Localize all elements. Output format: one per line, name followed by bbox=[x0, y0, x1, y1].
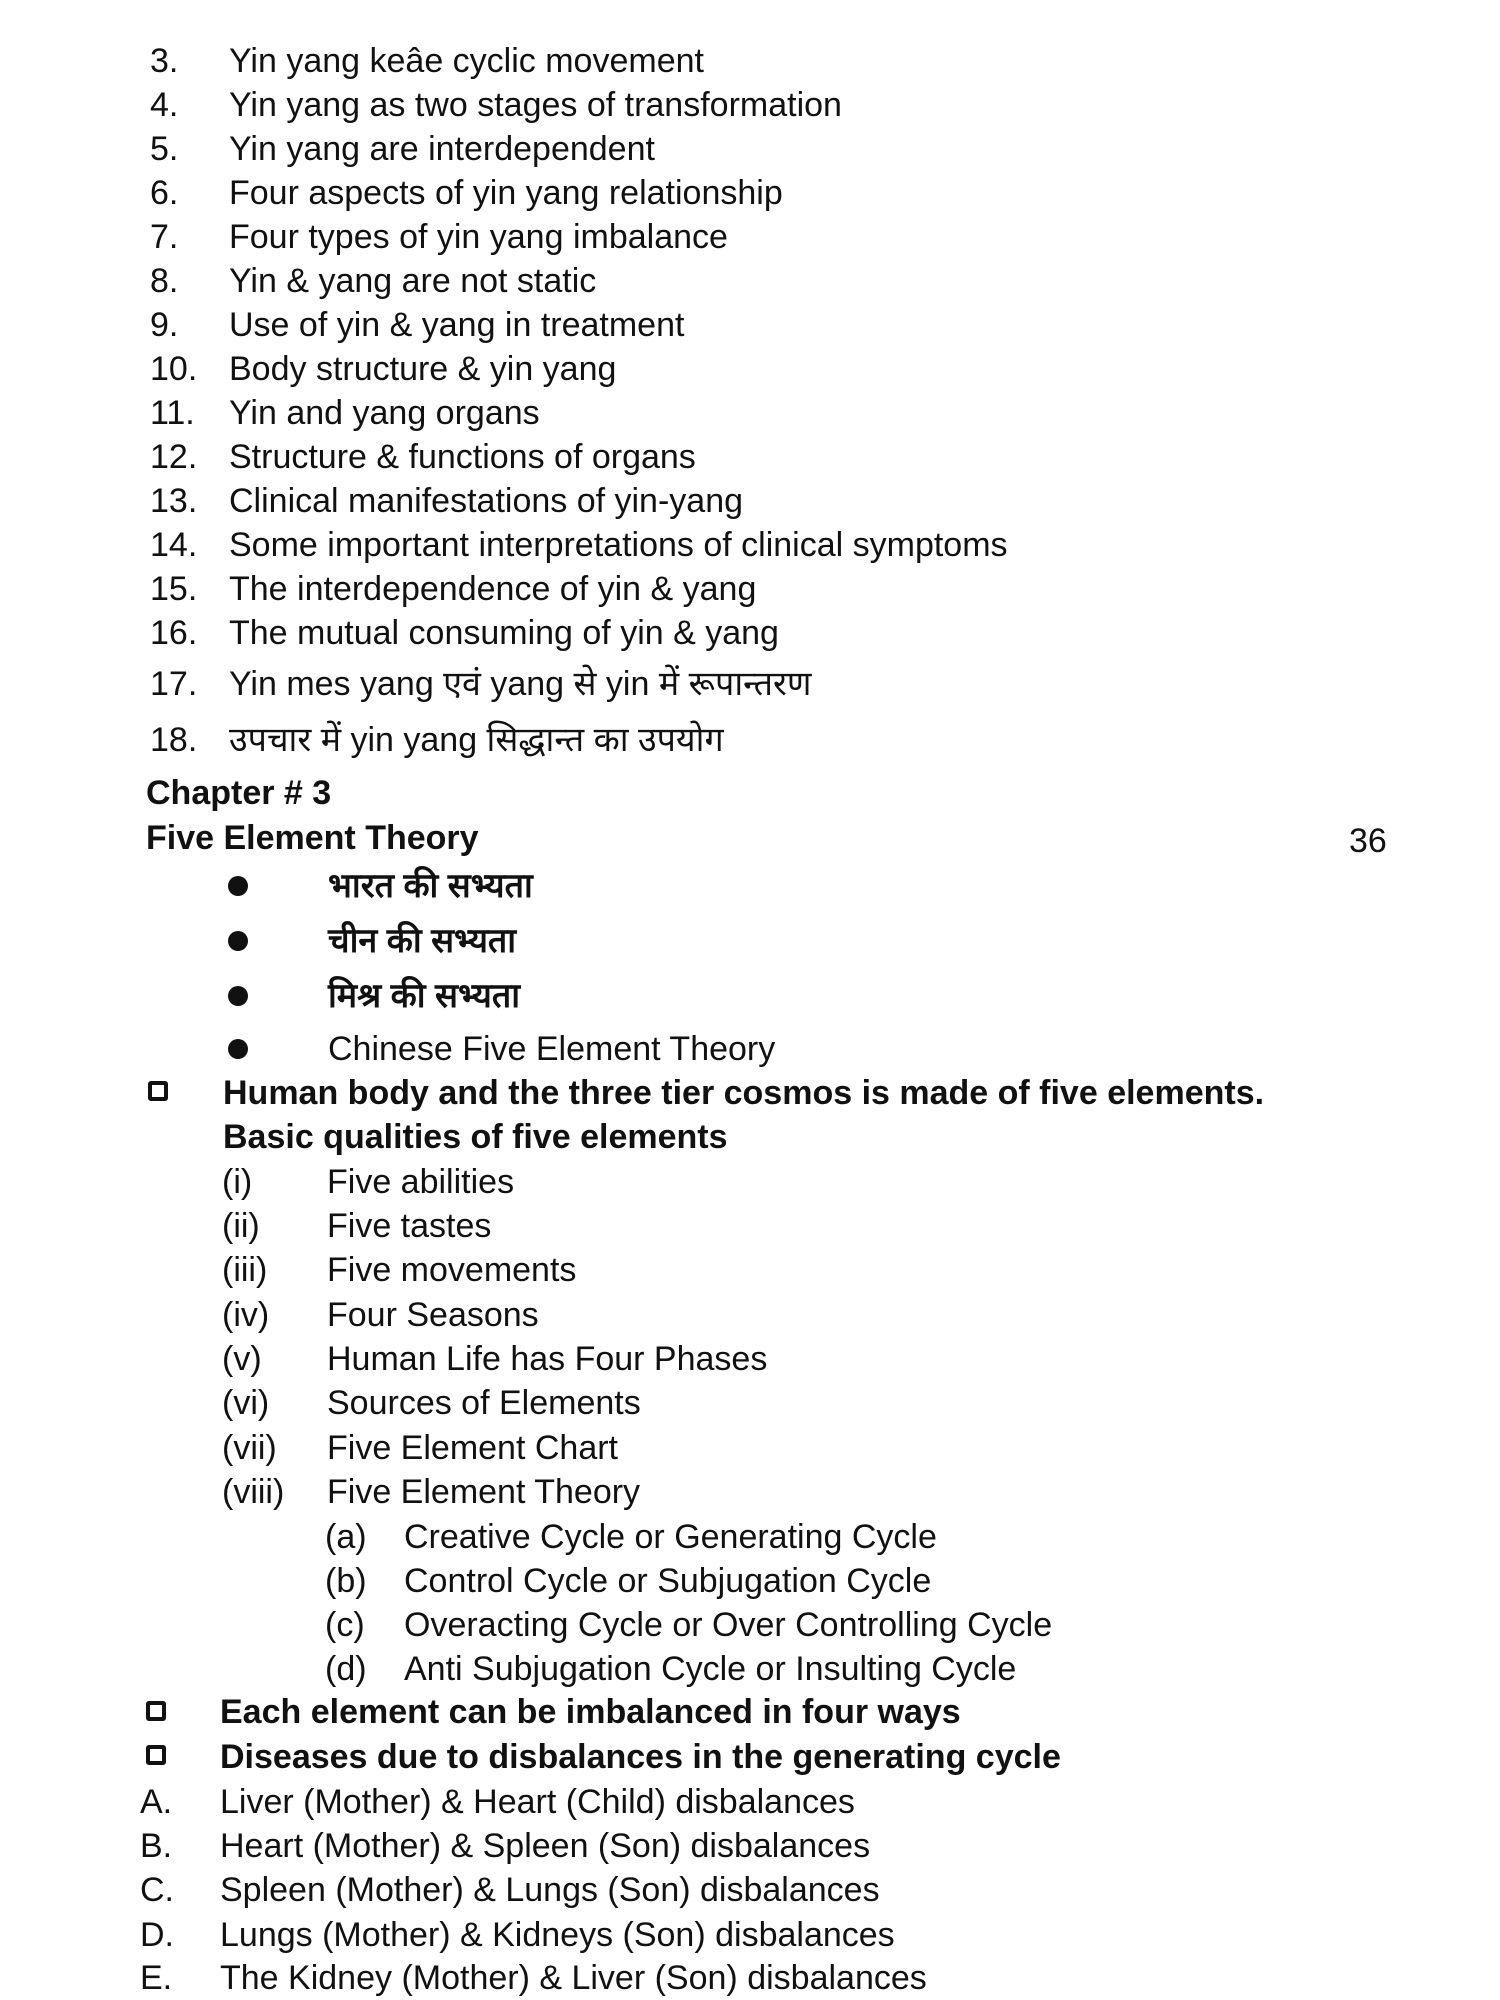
bullet-item: Chinese Five Element Theory bbox=[328, 1030, 776, 1068]
list-item: Yin and yang organs bbox=[229, 394, 540, 432]
list-item: Some important interpretations of clinical symptoms bbox=[229, 526, 1008, 564]
roman-number: (i) bbox=[222, 1163, 253, 1201]
list-item: Yin mes yang एवं yang से yin में रूपान्तरण bbox=[229, 665, 812, 703]
list-number: 18. bbox=[150, 721, 198, 759]
list-item: The mutual consuming of yin & yang bbox=[229, 614, 779, 652]
list-number: 7. bbox=[150, 218, 179, 256]
list-item: Yin yang as two stages of transformation bbox=[229, 86, 842, 124]
bullet-icon bbox=[228, 1039, 248, 1059]
list-number: 16. bbox=[150, 614, 198, 652]
roman-number: (iii) bbox=[222, 1251, 268, 1289]
list-item: Human Life has Four Phases bbox=[327, 1340, 768, 1378]
list-number: 12. bbox=[150, 438, 198, 476]
list-item: Yin & yang are not static bbox=[229, 262, 597, 300]
letter-number: A. bbox=[140, 1783, 173, 1821]
section-heading: Human body and the three tier cosmos is made of five elements. bbox=[223, 1074, 1265, 1112]
letter-number: B. bbox=[140, 1827, 173, 1865]
letter-number: C. bbox=[140, 1871, 174, 1909]
list-item: Clinical manifestations of yin-yang bbox=[229, 482, 744, 520]
roman-number: (vii) bbox=[222, 1429, 277, 1467]
list-number: 8. bbox=[150, 262, 179, 300]
letter-number: (c) bbox=[325, 1606, 365, 1644]
list-item: Overacting Cycle or Over Controlling Cycle bbox=[404, 1606, 1053, 1644]
list-number: 5. bbox=[150, 130, 179, 168]
checkbox-square-icon bbox=[146, 1701, 166, 1721]
letter-number: (a) bbox=[325, 1518, 367, 1556]
list-item: Five abilities bbox=[327, 1163, 515, 1201]
bullet-item: मिश्र की सभ्यता bbox=[328, 977, 521, 1015]
list-item: The Kidney (Mother) & Liver (Son) disbalances bbox=[220, 1959, 927, 1997]
list-number: 14. bbox=[150, 526, 198, 564]
list-number: 10. bbox=[150, 350, 198, 388]
letter-number: E. bbox=[140, 1959, 173, 1997]
chapter-title: Five Element Theory bbox=[146, 819, 479, 857]
list-item: Lungs (Mother) & Kidneys (Son) disbalances bbox=[220, 1916, 895, 1954]
list-item: Sources of Elements bbox=[327, 1384, 641, 1422]
letter-number: (d) bbox=[325, 1650, 367, 1688]
chapter-label: Chapter # 3 bbox=[146, 774, 332, 812]
list-item: Four Seasons bbox=[327, 1296, 539, 1334]
list-number: 9. bbox=[150, 306, 179, 344]
letter-number: (b) bbox=[325, 1562, 367, 1600]
list-item: Yin yang keâe cyclic movement bbox=[229, 42, 704, 80]
list-item: Five Element Theory bbox=[327, 1473, 641, 1511]
list-number: 17. bbox=[150, 665, 198, 703]
list-item: Four aspects of yin yang relationship bbox=[229, 174, 783, 212]
checkbox-square-icon bbox=[148, 1081, 168, 1101]
list-item: Control Cycle or Subjugation Cycle bbox=[404, 1562, 932, 1600]
roman-number: (vi) bbox=[222, 1384, 270, 1422]
list-item: Yin yang are interdependent bbox=[229, 130, 655, 168]
letter-number: D. bbox=[140, 1916, 174, 1954]
list-number: 3. bbox=[150, 42, 179, 80]
list-number: 11. bbox=[150, 394, 195, 432]
bullet-icon bbox=[228, 986, 248, 1006]
list-item: Structure & functions of organs bbox=[229, 438, 696, 476]
bullet-item: भारत की सभ्यता bbox=[328, 867, 533, 905]
list-item: Five Element Chart bbox=[327, 1429, 618, 1467]
bullet-item: चीन की सभ्यता bbox=[328, 922, 517, 960]
list-item: Five movements bbox=[327, 1251, 577, 1289]
list-number: 6. bbox=[150, 174, 179, 212]
section-heading: Diseases due to disbalances in the generating cycle bbox=[220, 1738, 1061, 1776]
list-item: उपचार में yin yang सिद्धान्त का उपयोग bbox=[229, 721, 724, 759]
section-subheading: Basic qualities of five elements bbox=[223, 1118, 728, 1156]
list-item: Body structure & yin yang bbox=[229, 350, 617, 388]
bullet-icon bbox=[228, 931, 248, 951]
list-number: 4. bbox=[150, 86, 179, 124]
list-item: Heart (Mother) & Spleen (Son) disbalances bbox=[220, 1827, 871, 1865]
section-heading: Each element can be imbalanced in four ways bbox=[220, 1693, 961, 1731]
list-item: Creative Cycle or Generating Cycle bbox=[404, 1518, 937, 1556]
list-item: Use of yin & yang in treatment bbox=[229, 306, 685, 344]
roman-number: (ii) bbox=[222, 1207, 260, 1245]
roman-number: (v) bbox=[222, 1340, 262, 1378]
roman-number: (iv) bbox=[222, 1296, 270, 1334]
list-item: The interdependence of yin & yang bbox=[229, 570, 757, 608]
page-number: 36 bbox=[1349, 822, 1387, 860]
list-number: 15. bbox=[150, 570, 198, 608]
list-item: Five tastes bbox=[327, 1207, 492, 1245]
list-item: Spleen (Mother) & Lungs (Son) disbalances bbox=[220, 1871, 880, 1909]
checkbox-square-icon bbox=[146, 1745, 166, 1765]
roman-number: (viii) bbox=[222, 1473, 285, 1511]
list-number: 13. bbox=[150, 482, 198, 520]
bullet-icon bbox=[228, 876, 248, 896]
list-item: Anti Subjugation Cycle or Insulting Cycle bbox=[404, 1650, 1017, 1688]
list-item: Liver (Mother) & Heart (Child) disbalances bbox=[220, 1783, 855, 1821]
list-item: Four types of yin yang imbalance bbox=[229, 218, 728, 256]
